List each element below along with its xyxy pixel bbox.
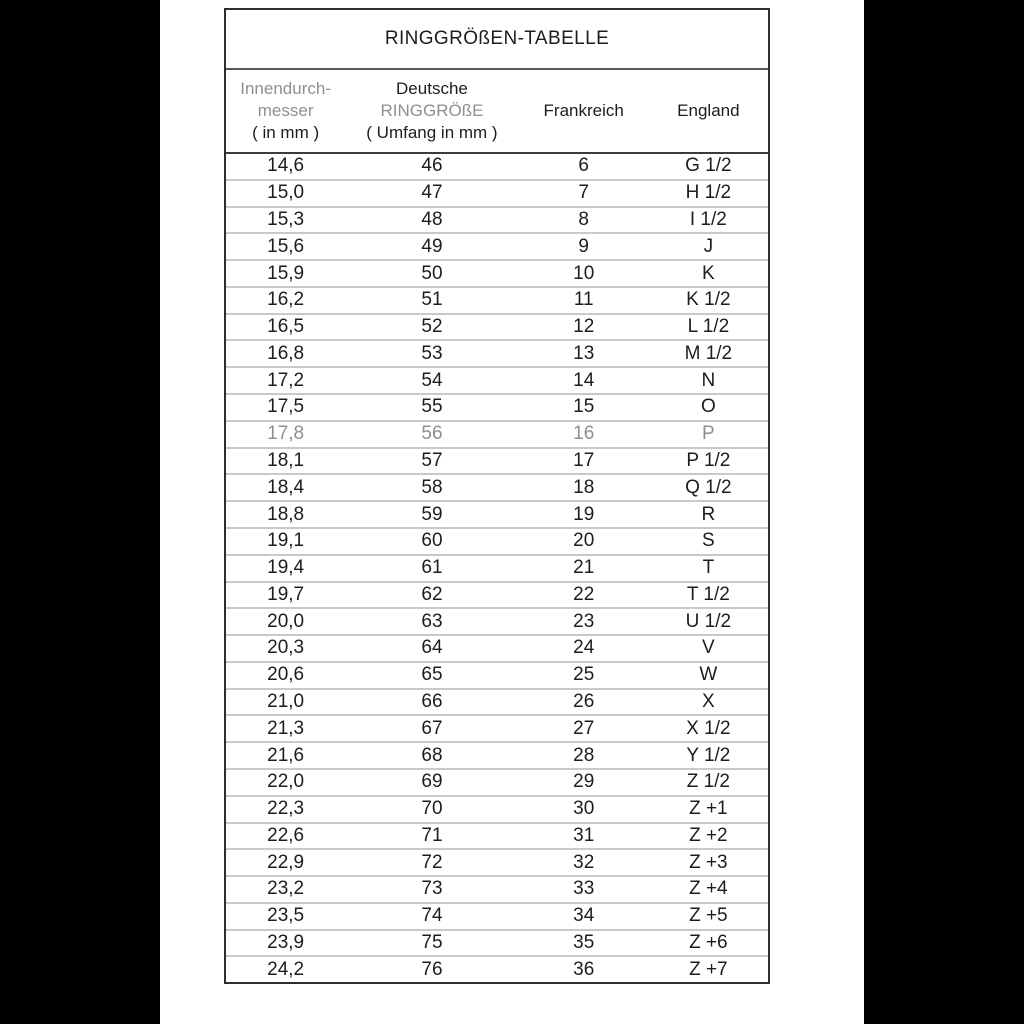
table-cell: 34 (573, 905, 595, 927)
table-cell: K 1/2 (686, 289, 731, 311)
column-header-line: Deutsche (396, 79, 468, 98)
table-cell: 36 (573, 958, 595, 980)
table-row (226, 904, 768, 931)
table-cell: 15 (573, 396, 595, 418)
table-cell: 21 (573, 557, 595, 579)
table-row (226, 529, 768, 556)
table-cell: T 1/2 (686, 583, 730, 605)
table-cell: 46 (421, 155, 443, 177)
table-cell: 11 (573, 289, 594, 311)
column-header-france (519, 70, 649, 152)
table-cell: 16,5 (267, 316, 305, 338)
table-cell: 19,1 (267, 530, 305, 552)
table-cell: 62 (421, 583, 443, 605)
table-cell: T (702, 557, 715, 579)
ring-size-table (224, 8, 770, 984)
table-row (226, 502, 768, 529)
table-row (226, 315, 768, 342)
table-cell: 74 (421, 905, 443, 927)
table-cell: 15,3 (267, 208, 305, 230)
table-cell: X 1/2 (686, 717, 731, 739)
table-row (226, 234, 768, 261)
table-cell: 19,7 (267, 583, 305, 605)
column-header-line: RINGGRÖßE (380, 101, 484, 120)
table-cell: 15,9 (267, 262, 305, 284)
table-cell: R (701, 503, 716, 525)
table-cell: 70 (421, 798, 443, 820)
table-row (226, 181, 768, 208)
table-cell: 65 (421, 664, 443, 686)
table-cell: 35 (573, 932, 595, 954)
table-row (226, 824, 768, 851)
table-cell: H 1/2 (685, 182, 732, 204)
table-cell: S (702, 530, 715, 552)
table-cell: O (700, 396, 716, 418)
column-header-line: ( in mm ) (252, 123, 320, 142)
table-cell: 22,3 (267, 798, 305, 820)
table-cell: 26 (573, 691, 595, 713)
table-cell: 27 (573, 717, 595, 739)
table-cell: 69 (421, 771, 443, 793)
table-cell: 17,8 (267, 423, 305, 445)
column-header-england (649, 70, 768, 152)
table-cell: 22,0 (267, 771, 305, 793)
table-cell: 15,6 (267, 235, 305, 257)
table-cell: 20,0 (267, 610, 305, 632)
table-cell: 68 (421, 744, 443, 766)
table-row (226, 583, 768, 610)
table-cell: K (702, 262, 715, 284)
table-cell: 25 (573, 664, 595, 686)
table-cell: Y 1/2 (686, 744, 731, 766)
table-cell: 54 (421, 369, 443, 391)
table-cell: 19,4 (267, 557, 305, 579)
table-cell: 10 (573, 262, 595, 284)
table-cell: 28 (573, 744, 595, 766)
table-cell: 64 (421, 637, 443, 659)
table-cell: Z +1 (689, 798, 728, 820)
table-row-highlighted (226, 422, 768, 449)
table-cell: G 1/2 (685, 155, 732, 177)
table-cell: V (702, 637, 715, 659)
table-cell: Z +2 (689, 824, 728, 846)
table-row (226, 449, 768, 476)
table-cell: 57 (421, 449, 443, 471)
column-header-german-ring-size (345, 70, 518, 152)
table-cell: P (702, 423, 715, 445)
table-cell: N (701, 369, 716, 391)
table-cell: 52 (421, 316, 443, 338)
table-cell: 20,3 (267, 637, 305, 659)
table-row (226, 636, 768, 663)
table-row (226, 957, 768, 982)
table-row (226, 288, 768, 315)
table-cell: 67 (421, 717, 443, 739)
table-cell: 16 (573, 423, 595, 445)
table-cell: 12 (573, 316, 595, 338)
table-cell: 24,2 (267, 958, 305, 980)
table-row (226, 690, 768, 717)
table-row (226, 931, 768, 958)
table-cell: 72 (421, 851, 443, 873)
table-cell: 49 (421, 235, 443, 257)
table-body (226, 154, 768, 982)
table-row (226, 743, 768, 770)
table-cell: 30 (573, 798, 595, 820)
table-cell: 61 (421, 557, 443, 579)
column-header-inner-diameter (226, 70, 345, 152)
table-cell: 71 (421, 824, 443, 846)
column-header-line: Innendurch- (240, 79, 331, 98)
table-cell: I 1/2 (689, 208, 727, 230)
table-cell: Z +4 (689, 878, 728, 900)
table-row (226, 663, 768, 690)
table-cell: 56 (421, 423, 443, 445)
table-cell: 60 (421, 530, 443, 552)
table-cell: 21,3 (267, 717, 305, 739)
table-row (226, 368, 768, 395)
table-row (226, 770, 768, 797)
column-header-line: ( Umfang in mm ) (366, 123, 498, 142)
table-cell: 59 (421, 503, 443, 525)
table-cell: U 1/2 (685, 610, 732, 632)
table-cell: 73 (421, 878, 443, 900)
table-cell: 33 (573, 878, 595, 900)
table-cell: 17,5 (267, 396, 305, 418)
column-header-line: Frankreich (543, 101, 624, 120)
table-cell: Z +7 (689, 958, 728, 980)
table-cell: P 1/2 (686, 449, 731, 471)
table-cell: 19 (573, 503, 595, 525)
table-cell: 53 (421, 342, 443, 364)
table-row (226, 395, 768, 422)
column-header-line: messer (257, 101, 314, 120)
table-title: RINGGRÖßEN-TABELLE (226, 10, 768, 70)
table-row (226, 877, 768, 904)
table-cell: 13 (573, 342, 595, 364)
table-cell: 16,8 (267, 342, 305, 364)
table-cell: M 1/2 (684, 342, 733, 364)
table-cell: J (703, 235, 714, 257)
table-cell: 31 (573, 824, 595, 846)
table-cell: 18 (573, 476, 595, 498)
table-cell: 8 (578, 208, 589, 230)
table-cell: 17 (573, 449, 595, 471)
table-cell: 23,5 (267, 905, 305, 927)
table-row (226, 154, 768, 181)
table-cell: 76 (421, 958, 443, 980)
table-cell: Q 1/2 (685, 476, 732, 498)
table-cell: Z +5 (689, 905, 728, 927)
table-cell: 29 (573, 771, 595, 793)
table-cell: 50 (421, 262, 443, 284)
table-cell: 18,4 (267, 476, 305, 498)
table-cell: 20 (573, 530, 595, 552)
table-row (226, 556, 768, 583)
table-cell: 23,2 (267, 878, 305, 900)
table-row (226, 609, 768, 636)
content-panel (160, 0, 864, 1024)
table-cell: 14 (573, 369, 595, 391)
table-cell: Z +3 (689, 851, 728, 873)
table-cell: 21,0 (267, 691, 305, 713)
table-cell: 55 (421, 396, 443, 418)
table-cell: 7 (578, 182, 589, 204)
table-cell: 75 (421, 932, 443, 954)
table-cell: X (702, 691, 715, 713)
table-cell: 63 (421, 610, 443, 632)
table-cell: 14,6 (267, 155, 305, 177)
table-header-row (226, 70, 768, 154)
table-cell: 22,6 (267, 824, 305, 846)
table-row (226, 797, 768, 824)
table-cell: 15,0 (267, 182, 305, 204)
table-cell: 18,1 (267, 449, 305, 471)
table-cell: 23 (573, 610, 595, 632)
table-cell: 20,6 (267, 664, 305, 686)
table-cell: 48 (421, 208, 443, 230)
table-cell: L 1/2 (687, 316, 730, 338)
table-row (226, 261, 768, 288)
table-cell: 47 (421, 182, 443, 204)
table-row (226, 716, 768, 743)
table-cell: W (699, 664, 718, 686)
table-cell: 18,8 (267, 503, 305, 525)
table-cell: 66 (421, 691, 443, 713)
table-cell: Z 1/2 (686, 771, 731, 793)
table-row (226, 208, 768, 235)
table-cell: Z +6 (689, 932, 728, 954)
table-cell: 16,2 (267, 289, 305, 311)
table-cell: 32 (573, 851, 595, 873)
table-cell: 6 (578, 155, 589, 177)
table-cell: 51 (421, 289, 443, 311)
table-cell: 21,6 (267, 744, 305, 766)
table-cell: 22,9 (267, 851, 305, 873)
table-cell: 9 (578, 235, 589, 257)
table-cell: 58 (421, 476, 443, 498)
table-row (226, 341, 768, 368)
table-cell: 17,2 (267, 369, 305, 391)
table-row (226, 850, 768, 877)
table-row (226, 475, 768, 502)
table-cell: 22 (573, 583, 595, 605)
table-cell: 24 (573, 637, 595, 659)
table-cell: 23,9 (267, 932, 305, 954)
column-header-line: England (677, 101, 740, 120)
